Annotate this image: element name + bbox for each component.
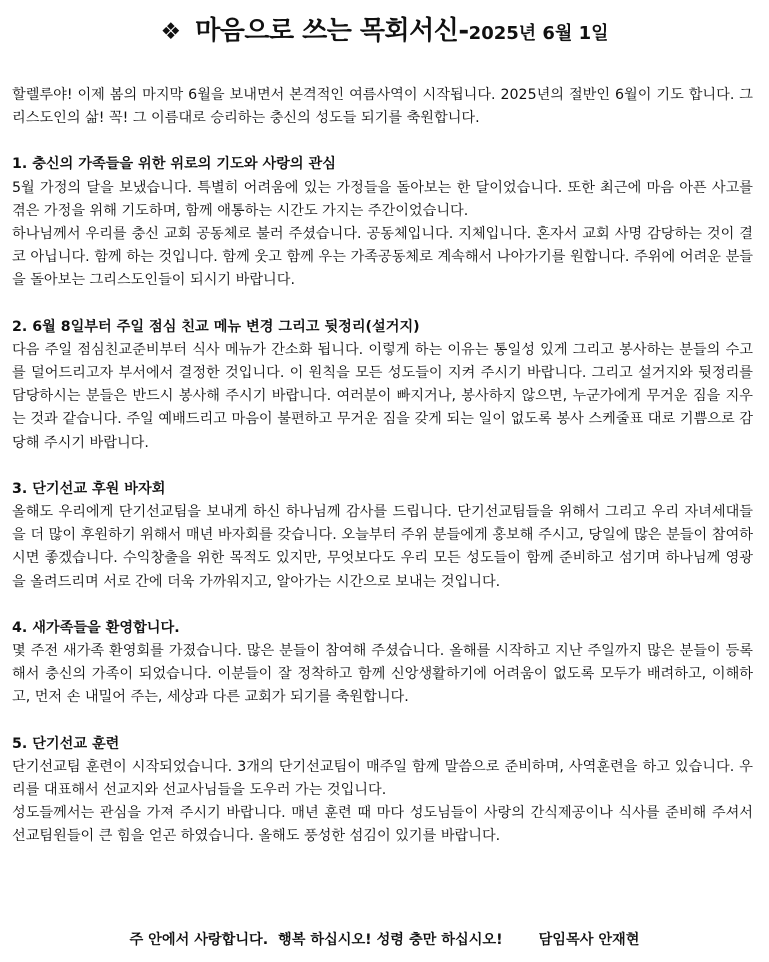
pastor-signature: 담임목사 안재현 <box>538 932 640 948</box>
section-5 <box>12 733 753 849</box>
section-title: 3. 단기선교 후원 바자회 <box>12 480 166 497</box>
closing-line: 주 안에서 사랑합니다. 행복 하십시오! 성령 충만 하십시오! <box>129 932 503 948</box>
intro-paragraph: 할렐루야! 이제 봄의 마지막 6월을 보내면서 본격적인 여름사역이 시작됩니다. 2025년의 절반인 6월이 기도 합니다. 그리스도인의 삶! 꼭! 그 이름대로 승리하는 충신의 성도들 되기를 축원합니다. <box>12 87 753 127</box>
letter-date: 2025년 6월 1일 <box>468 23 609 44</box>
section-4 <box>12 617 753 710</box>
section-title: 5. 단기선교 훈련 <box>12 735 120 752</box>
section-paragraph: 단기선교팀 훈련이 시작되었습니다. 3개의 단기선교팀이 매주일 함께 말씀으로 준비하며, 사역훈련을 하고 있습니다. 우리를 대표해서 선교지와 선교사님들을 도우러 가는 것입니다. <box>12 758 753 799</box>
letter-footer <box>0 929 769 949</box>
section-title: 4. 새가족들을 환영합니다. <box>12 619 180 636</box>
section-2 <box>12 316 753 455</box>
letter-title <box>0 10 769 47</box>
section-paragraph: 5월 가정의 달을 보냈습니다. 특별히 어려움에 있는 가정들을 돌아보는 한 달이었습니다. 또한 최근에 마음 아픈 사고를 겪은 가정을 위해 기도하며, 함께 애통하는 시간도 가지는 주간이었습니다. <box>12 179 753 219</box>
section-paragraph: 다음 주일 점심친교준비부터 식사 메뉴가 간소화 됩니다. 이렇게 하는 이유는 통일성 있게 그리고 봉사하는 분들의 수고를 덜어드리고자 부서에서 결정한 것입니다. 이 원칙을 모든 성도들이 지켜 주시기 바랍니다. 그리고 설거지와 뒷정리를 담당하시는 분들은 반드시 봉사해 주시기 바랍니다. 여러분이 빠지거나, 봉사하지 않으면, 누군가에게 무거운 짐을 지우는 것과 같습니다. 주일 예배드리고 마음이 불편하고 무거운 짐을 갖게 되는 일이 없도록 봉사 스케줄표 대로 기쁨으로 감당해 주시기 바랍니다. <box>12 341 753 451</box>
section-3 <box>12 478 753 594</box>
section-paragraph: 몇 주전 새가족 환영회를 가졌습니다. 많은 분들이 참여해 주셨습니다. 올해를 시작하고 지난 주일까지 많은 분들이 등록해서 충신의 가족이 되었습니다. 이분들이 잘 정착하고 함께 신앙생활하기에 어려움이 없도록 모두가 배려하고, 이해하고, 먼저 손 내밀어 주는, 세상과 다른 교회가 되기를 축원합니다. <box>12 643 753 706</box>
diamond-bullet-icon: ❖ <box>160 19 182 45</box>
section-paragraph: 올해도 우리에게 단기선교팀을 보내게 하신 하나님께 감사를 드립니다. 단기선교팀들을 위해서 그리고 우리 자녀세대들을 더 많이 후원하기 위해서 매년 바자회를 갖습니다. 오늘부터 주위 분들에게 홍보해 주시고, 당일에 많은 분들이 참여하시면 좋겠습니다. 수익창출을 위한 목적도 있지만, 무엇보다도 우리 모든 성도들이 함께 준비하고 섬기며 하나님께 영광을 올려드리며 서로 간에 더욱 가까워지고, 알아가는 시간으로 보내는 것입니다. <box>12 504 753 590</box>
section-title: 1. 충신의 가족들을 위한 위로의 기도와 사랑의 관심 <box>12 156 336 173</box>
letter-title-text: 마음으로 쓰는 목회서신- <box>195 16 469 46</box>
section-title: 2. 6월 8일부터 주일 점심 친교 메뉴 변경 그리고 뒷정리(설거지) <box>12 318 420 335</box>
section-paragraph: 하나님께서 우리를 충신 교회 공동체로 불러 주셨습니다. 공동체입니다. 지체입니다. 혼자서 교회 사명 감당하는 것이 결코 아닙니다. 함께 하는 것입니다. 함께 웃고 함께 우는 가족공동체로 계속해서 나아가기를 원합니다. 주위에 어려운 분들을 돌아보는 그리스도인들이 되시기 바랍니다. <box>12 226 753 289</box>
section-1 <box>12 153 753 292</box>
letter-body <box>12 84 753 872</box>
section-paragraph: 성도들께서는 관심을 가져 주시기 바랍니다. 매년 훈련 때 마다 성도님들이 사랑의 간식제공이나 식사를 준비해 주셔서 선교팀원들이 큰 힘을 얻곤 하였습니다. 올해도 풍성한 섬김이 있기를 바랍니다. <box>12 805 753 845</box>
